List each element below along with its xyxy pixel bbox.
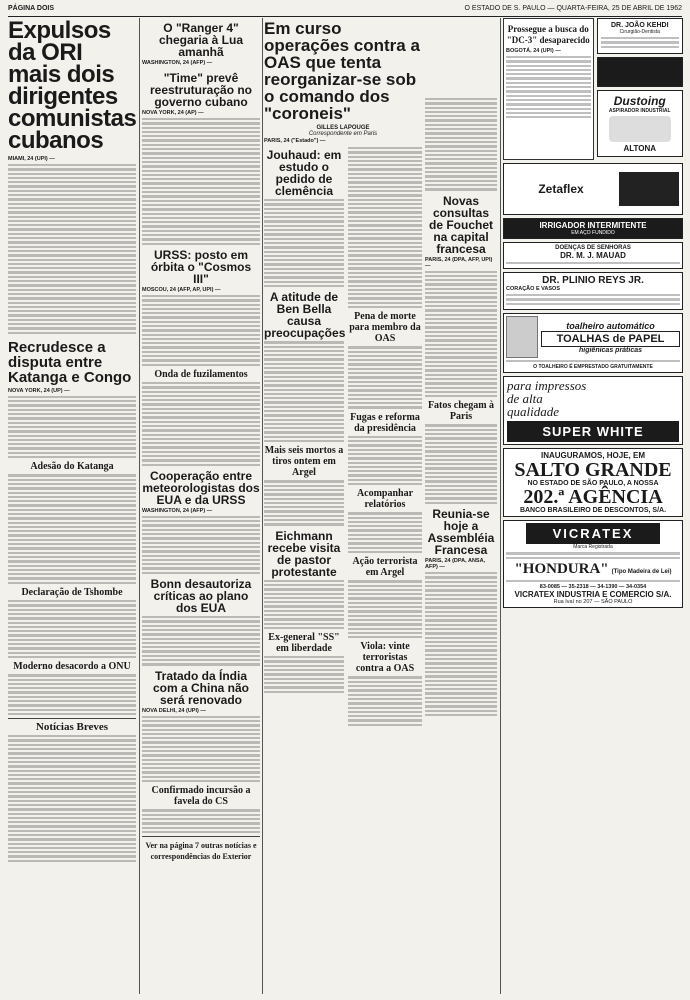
column-3: [264, 18, 422, 994]
dateline: WASHINGTON, 24 (AFP) —: [142, 60, 213, 66]
article-text: [348, 580, 422, 638]
subhead: Confirmado incursão a favela do CS: [151, 785, 251, 808]
column-4-ads: [503, 18, 683, 994]
article-text: [142, 295, 260, 366]
dateline: NOVA DELHI, 24 (UPI) —: [142, 707, 206, 714]
ad-emerson: [597, 57, 683, 87]
ad-irrigador: IRRIGADOR INTERMITENTE EM AÇO FUNDIDO: [503, 218, 683, 239]
headline-dc3: Prossegue a busca do "DC-3" desaparecido: [506, 24, 590, 45]
subhead: Viola: vinte terroristas contra a OAS: [355, 641, 415, 675]
article-text: [8, 164, 136, 334]
ad-super-white: para impressos de alta qualidade SUPER WHITE: [503, 376, 683, 445]
ad-doencas-senhoras: DOENÇAS DE SENHORAS DR. M. J. MAUAD: [503, 242, 683, 269]
dateline: MIAMI, 24 (UPI) —: [8, 156, 55, 162]
ad-plinio-reys: DR. PLINIO REYS JR. CORAÇÃO E VASOS: [503, 272, 683, 310]
column-rule: [262, 18, 263, 994]
article-text: [8, 735, 136, 862]
article-text: [142, 382, 260, 466]
vicratex-logo: VICRATEX: [526, 523, 660, 544]
column-rule: [139, 18, 140, 994]
brand-banner: SUPER WHITE: [507, 421, 679, 442]
subhead: Fatos chegam à Paris: [427, 400, 495, 423]
ad-vicratex: VICRATEX Marca Registrada "HONDURA" (Tipo Madeira de Lei) 83-0085 — 35-2318 — 34-1390 — 34-0354 VICRATEX INDUSTRIA E COMERCIO S/A. Rua Ivaí no 207 — SÃO PAULO: [503, 520, 683, 608]
subhead: Ex-general "SS" em liberdade: [268, 632, 340, 655]
dateline: PARIS, 24 (DPA, ANSA, AFP) —: [425, 558, 486, 571]
article-text: [8, 674, 136, 715]
headline-eichmann: Eichmann recebe visita de pastor protestante: [267, 528, 341, 579]
ad-bradesco: INAUGURAMOS, HOJE, EM SALTO GRANDE NO ESTADO DE SÃO PAULO, A NOSSA 202.ª AGÊNCIA BANCO BRASILEIRO DE DESCONTOS, S/A.: [503, 448, 683, 517]
byline-role: Correspondente em Paris: [308, 131, 378, 137]
column-1: [8, 18, 136, 994]
subhead: Moderno desacordo a ONU: [13, 661, 131, 673]
article-text: [264, 580, 344, 630]
headline-ori: Expulsos da ORI mais dois dirigentes comunistas cubanos: [8, 18, 136, 154]
subhead: Ação terrorista em Argel: [352, 556, 418, 579]
dateline: NOVA YORK, 24 (UP) —: [8, 387, 70, 394]
subhead: Pena de morte para membro da OAS: [349, 311, 421, 345]
column-rule: [500, 18, 501, 994]
article-text: [142, 118, 260, 245]
article-text: [425, 271, 497, 398]
article-text: [142, 716, 260, 783]
headline-time: "Time" prevê reestruturação no governo cubano: [149, 71, 253, 109]
headline-meteorology: Cooperação entre meteorologistas dos EUA e da URSS: [142, 468, 260, 507]
article-text: [8, 600, 136, 658]
article-text: [425, 424, 497, 504]
article-text: [8, 474, 136, 584]
byline: GILLES LAPOUGE: [316, 125, 370, 131]
subhead: Fugas e reforma da presidência: [350, 411, 420, 434]
article-text: [506, 56, 591, 118]
article-text: [142, 616, 260, 666]
subhead: Mais seis mortos a tiros ontem em Argel: [264, 445, 344, 479]
dateline: PARIS, 24 (DPA, AFP, UPI) —: [425, 256, 493, 269]
subhead: Acompanhar relatórios: [356, 488, 414, 511]
article-text: [348, 147, 422, 308]
subhead-news-briefs: Notícias Breves: [35, 721, 109, 734]
article-text: [264, 341, 344, 442]
article-text: [142, 516, 260, 574]
article-text: [425, 98, 497, 191]
dateline: BOGOTÁ, 24 (UPI) —: [506, 48, 561, 54]
subhead: Adesão do Katanga: [30, 461, 114, 473]
article-text: [348, 676, 422, 726]
masthead: [8, 4, 682, 17]
dateline: MOSCOU, 24 (AFP, AP, UPI) —: [142, 286, 221, 293]
article-text: [8, 396, 136, 458]
headline-jouhaud: Jouhaud: em estudo o pedido de clemência: [266, 148, 342, 198]
ad-dustless: Dustoing ASPIRADOR INDUSTRIAL ALTONA: [597, 90, 683, 157]
article-text: [348, 436, 422, 486]
ad-toalheiro: toalheiro automático TOALHAS de PAPEL higiênicas práticas O TOALHEIRO É EMPRESTADO GRATUITAMENTE: [503, 313, 683, 373]
dateline: PARIS, 24 ("Estado") —: [264, 138, 326, 144]
headline-katanga: Recrudesce a disputa entre Katanga e Congo: [8, 338, 132, 386]
article-text: [264, 480, 344, 525]
dateline: NOVA YORK, 24 (AP) —: [142, 110, 204, 116]
subhead: Declaração de Tshombe: [21, 587, 123, 599]
page-reference: Ver na página 7 outras notícias e correspondências do Exterior: [145, 841, 257, 862]
headline-assembleia: Reunia-se hoje a Assembléia Francesa: [427, 507, 495, 558]
column-3b: [425, 96, 497, 994]
headline-fouchet: Novas consultas de Fouchet na capital francesa: [428, 193, 493, 256]
article-text: [264, 199, 344, 287]
column-2: [142, 68, 260, 994]
article-text: [348, 346, 422, 408]
headline-ben-bella: A atitude de Ben Bella causa preocupações: [264, 290, 346, 341]
paper-date: O ESTADO DE S. PAULO — QUARTA-FEIRA, 25 DE ABRIL DE 1962: [464, 5, 682, 12]
ad-zetaflex: Zetaflex: [503, 163, 683, 215]
article-text: [264, 656, 344, 693]
headline-india: Tratado da Índia com a China não será renovado: [152, 668, 250, 707]
article-text: [142, 809, 260, 833]
headline-oas: Em curso operações contra a OAS que tenta reorganizar-se sob o comando dos "coroneis": [264, 19, 420, 123]
article-text: [348, 512, 422, 553]
subhead: Onda de fuzilamentos: [154, 368, 248, 380]
page-number: PÁGINA DOIS: [8, 5, 55, 12]
headline-bonn: Bonn desautoriza críticas ao plano dos EUA: [150, 577, 252, 616]
headline-cosmos: URSS: posto em órbita o "Cosmos III": [150, 247, 252, 286]
ad-dentist: DR. JOÃO KEHDI Cirurgião-Dentista: [597, 18, 683, 54]
headline-ranger: O "Ranger 4" chegaria à Lua amanhã: [158, 21, 244, 59]
ranger-block: [142, 18, 260, 68]
article-text: [425, 572, 497, 716]
dateline: WASHINGTON, 24 (AFP) —: [142, 507, 213, 514]
